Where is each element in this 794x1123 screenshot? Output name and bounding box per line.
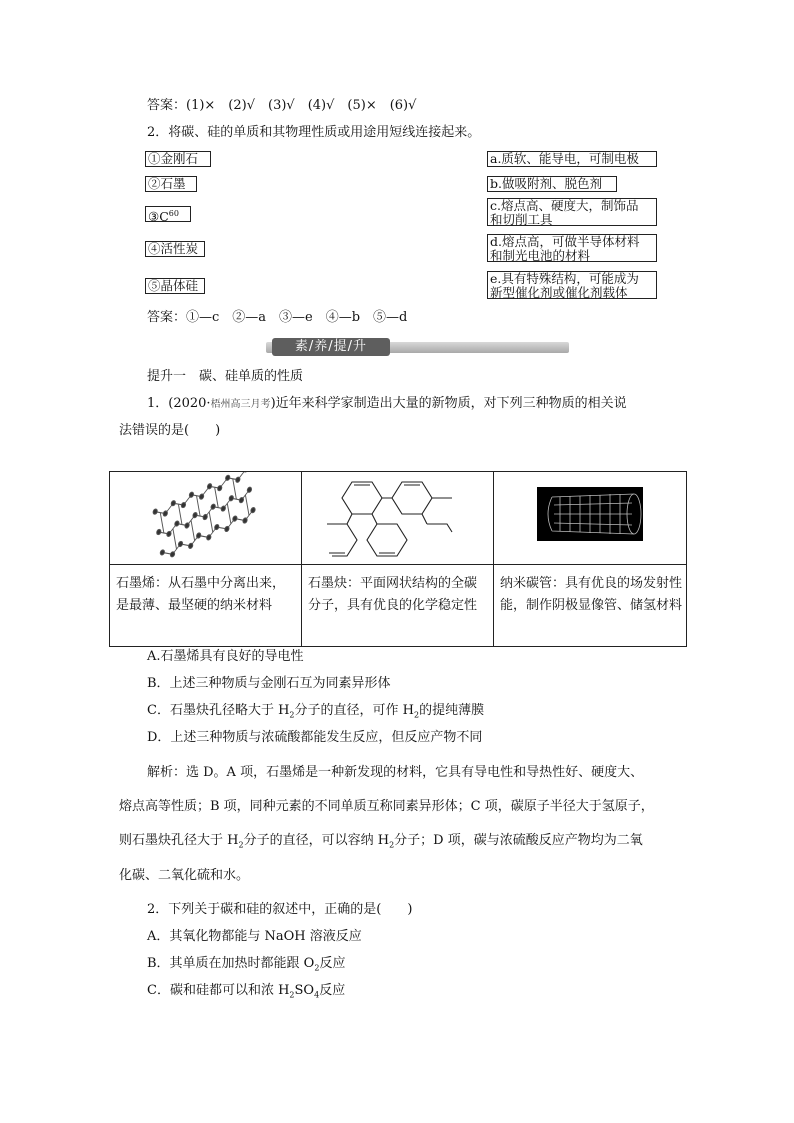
option-b: B．上述三种物质与金刚石互为同素异形体 [147, 676, 391, 691]
question-1-line-1: 1．(2020·梧州高三月考)近年来科学家制造出大量的新物质，对下列三种物质的相关说 [147, 396, 627, 411]
graphene-caption-cell [110, 565, 302, 647]
graphyne-caption-cell [302, 565, 494, 647]
nanotube-caption: 纳米碳管：具有优良的场发射性能，制作阴极显像管、储氢材料 [500, 576, 683, 613]
analysis-line-1: 解析：选 D。A 项，石墨烯是一种新发现的材料，它具有导电性和导热性好、硬度大、 [147, 765, 644, 780]
graphyne-image-cell [302, 472, 494, 565]
right-item-e: e.具有特殊结构，可能成为 新型催化剂或催化剂载体 [487, 271, 657, 299]
right-item-c: c.熔点高、硬度大，制饰品 和切削工具 [487, 198, 657, 226]
left-item-c60 [145, 206, 191, 225]
answer-line-1: 答案：(1)× (2)√ (3)√ (4)√ (5)× (6)√ [147, 98, 417, 113]
c60-label: ③C [148, 209, 169, 225]
question-2b-option-a: A．其氧化物都能与 NaOH 溶液反应 [147, 929, 362, 944]
left-item-graphite: ②石墨 [145, 176, 197, 192]
analysis-line-3: 则石墨炔孔径大于 $H_2$分子的直径，可以容纳 $H_2$分子；D 项，碳与浓硫酸反应产物均为二氧 [119, 833, 643, 850]
question-1-line-2: 法错误的是( ) [119, 423, 221, 438]
left-item-activated-carbon: ④活性炭 [145, 241, 205, 257]
right-item-b: b.做吸附剂、脱色剂 [487, 176, 617, 192]
graphene-image [110, 472, 301, 560]
option-a: A.石墨烯具有良好的导电性 [147, 649, 304, 664]
banner-label: 素/养/提/升 [272, 338, 390, 356]
right-item-a: a.质软、能导电，可制电极 [487, 151, 657, 167]
section-banner [266, 338, 569, 356]
c60-superscript: 60 [168, 209, 179, 218]
analysis-line-2: 熔点高等性质；B 项，同种元素的不同单质互称同素异形体；C 项，碳原子半径大于氢原子， [119, 799, 654, 814]
question-source: 梧州高三月考 [210, 399, 271, 410]
option-c: C．石墨炔孔径略大于 $H_2$分子的直径，可作 $H_2$的提纯薄膜 [147, 703, 485, 720]
question-2b-title: 2．下列关于碳和硅的叙述中，正确的是( ) [147, 902, 413, 917]
left-item-diamond: ①金刚石 [145, 151, 211, 167]
nanotube-image [494, 472, 686, 560]
nanotube-image-cell [494, 472, 687, 565]
graphyne-caption: 石墨炔：平面网状结构的全碳分子，具有优良的化学稳定性 [308, 576, 478, 613]
section-heading: 提升一 碳、硅单质的性质 [147, 369, 304, 384]
graphene-caption: 石墨烯：从石墨中分离出来，是最薄、最坚硬的纳米材料 [116, 576, 286, 613]
question-2b-option-c: C．碳和硅都可以和浓 $H_2SO_4$反应 [147, 983, 346, 1000]
option-d: D．上述三种物质与浓硫酸都能发生反应，但反应产物不同 [147, 730, 483, 745]
answer-line-2: 答案：①—c ②—a ③—e ④—b ⑤—d [147, 310, 408, 325]
question-2-title: 2．将碳、硅的单质和其物理性质或用途用短线连接起来。 [147, 125, 481, 140]
nanotube-caption-cell [494, 565, 687, 647]
right-item-d: d.熔点高，可做半导体材料 和制光电池的材料 [487, 234, 657, 262]
left-item-crystalline-silicon: ⑤晶体硅 [145, 278, 205, 294]
materials-table [109, 471, 687, 647]
analysis-line-4: 化碳、二氧化硫和水。 [119, 868, 250, 883]
graphyne-image [302, 472, 493, 560]
graphene-image-cell [110, 472, 302, 565]
question-2b-option-b: B．其单质在加热时都能跟 $O_2$反应 [147, 956, 346, 973]
